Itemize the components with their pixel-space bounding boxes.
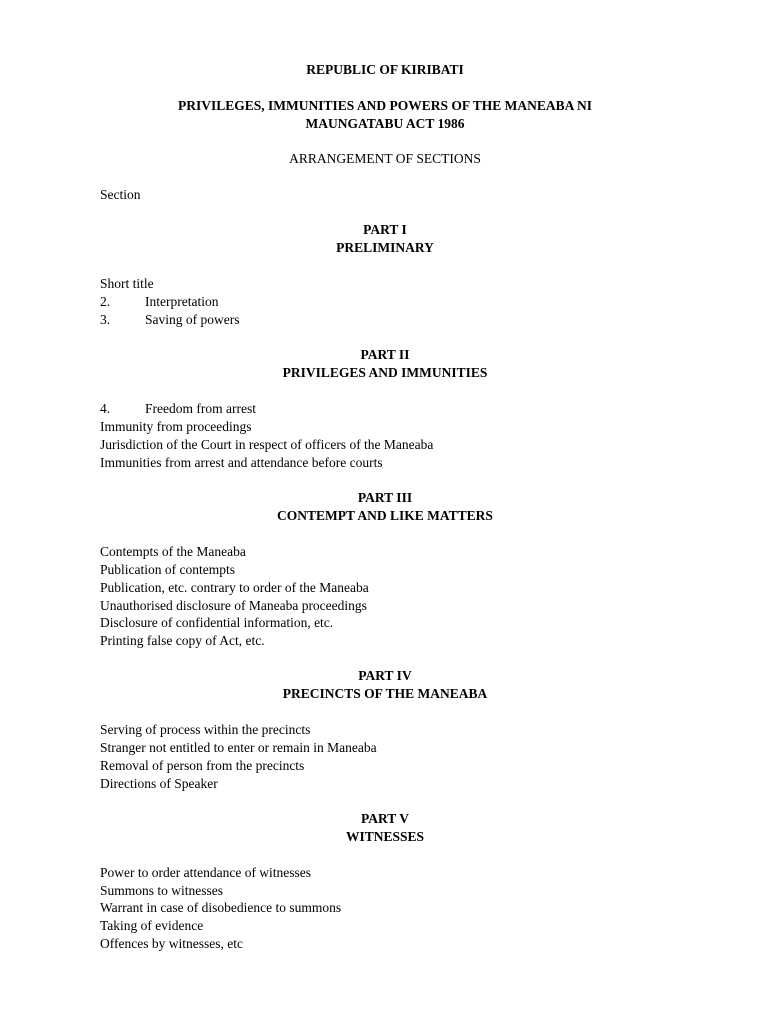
section-entry-text: Power to order attendance of witnesses <box>100 865 312 880</box>
section-entry-text: Printing false copy of Act, etc. <box>100 633 265 648</box>
section-entry-text: Warrant in case of disobedience to summons <box>100 900 342 915</box>
section-entry-text: Directions of Speaker <box>100 776 218 791</box>
section-entry <box>100 293 218 311</box>
section-number: 2. <box>100 294 111 309</box>
section-entry <box>100 721 310 739</box>
part-title: CONTEMPT AND LIKE MATTERS <box>277 508 493 523</box>
part-title: PRELIMINARY <box>336 240 434 255</box>
section-entry <box>100 311 240 329</box>
act-title-line-2: MAUNGATABU ACT 1986 <box>305 116 465 131</box>
section-entry <box>100 561 235 579</box>
section-entry <box>100 775 218 793</box>
section-entry <box>100 454 383 472</box>
section-entry <box>100 418 251 436</box>
section-entry-text: Immunities from arrest and attendance before courts <box>100 455 383 470</box>
section-number: 3. <box>100 312 111 327</box>
section-entry-text: Contempts of the Maneaba <box>100 544 246 559</box>
section-entry-text: Stranger not entitled to enter or remain in Maneaba <box>100 740 377 755</box>
section-entry <box>100 757 304 775</box>
section-entry <box>100 614 333 632</box>
section-label: Section <box>100 187 141 202</box>
section-entry <box>100 400 256 418</box>
section-entry <box>100 882 223 900</box>
part-title: WITNESSES <box>345 829 425 844</box>
section-entry <box>100 436 433 454</box>
section-entry-text: Summons to witnesses <box>100 883 224 898</box>
section-entry-text: Offences by witnesses, etc <box>100 936 243 951</box>
section-entry <box>100 579 369 597</box>
section-entry-text: Saving of powers <box>145 312 240 327</box>
arrangement-heading: ARRANGEMENT OF SECTIONS <box>289 151 481 166</box>
section-entry <box>100 275 154 293</box>
section-number: 4. <box>100 401 111 416</box>
section-entry-text: Freedom from arrest <box>145 401 256 416</box>
section-entry <box>100 632 265 650</box>
section-entry-text: Publication, etc. contrary to order of the Maneaba <box>100 580 369 595</box>
part-title: PRECINCTS OF THE MANEABA <box>282 686 488 701</box>
part-title: PRIVILEGES AND IMMUNITIES <box>282 365 488 380</box>
section-entry-text: Interpretation <box>145 294 219 309</box>
section-entry-text: Serving of process within the precincts <box>100 722 311 737</box>
section-entry-text: Short title <box>100 276 154 291</box>
section-entry-text: Removal of person from the precincts <box>100 758 305 773</box>
section-entry-text: Unauthorised disclosure of Maneaba proceedings <box>100 598 367 613</box>
country-heading: REPUBLIC OF KIRIBATI <box>306 62 464 77</box>
section-entry-text: Taking of evidence <box>100 918 204 933</box>
section-entry <box>100 917 203 935</box>
act-title-line-1: PRIVILEGES, IMMUNITIES AND POWERS OF THE MANEABA NI <box>177 98 593 113</box>
part-number: PART IV <box>358 668 412 683</box>
section-entry-text: Jurisdiction of the Court in respect of officers of the Maneaba <box>100 437 434 452</box>
part-number: PART III <box>357 490 413 505</box>
section-entry <box>100 864 311 882</box>
section-entry <box>100 899 341 917</box>
part-number: PART II <box>360 347 410 362</box>
section-entry <box>100 597 367 615</box>
section-entry-text: Publication of contempts <box>100 562 235 577</box>
section-entry <box>100 935 243 953</box>
section-entry-text: Disclosure of confidential information, etc. <box>100 615 334 630</box>
section-entry <box>100 543 246 561</box>
section-entry <box>100 739 377 757</box>
part-number: PART I <box>363 222 407 237</box>
part-number: PART V <box>361 811 409 826</box>
section-entry-text: Immunity from proceedings <box>100 419 252 434</box>
